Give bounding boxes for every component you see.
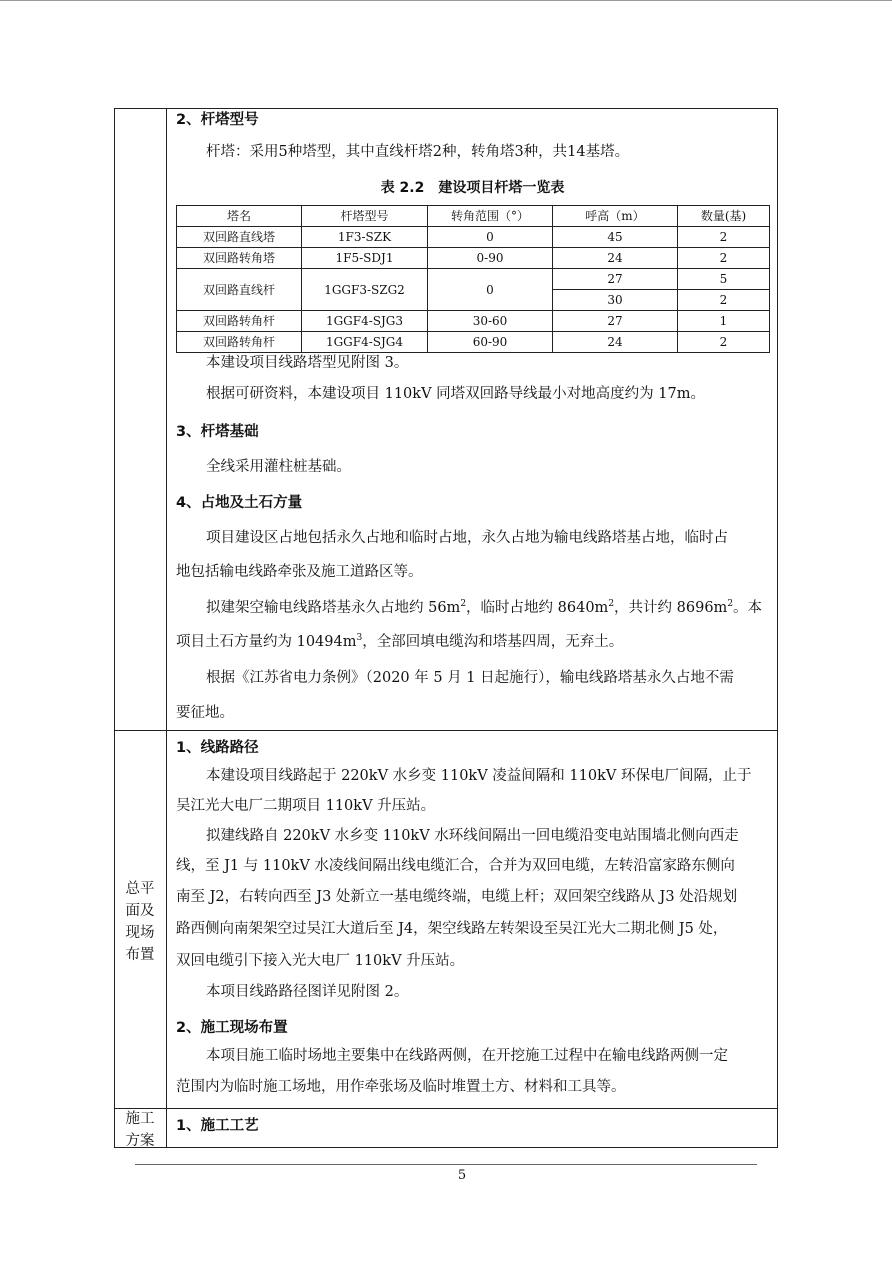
table-row — [177, 269, 770, 290]
count-cell: 2 — [678, 332, 770, 353]
angle-cell: 60-90 — [428, 332, 553, 353]
regulation-line: 要征地。 — [176, 705, 234, 721]
angle-cell: 0 — [428, 269, 553, 311]
tower-list-table — [176, 205, 770, 353]
height-cell: 24 — [553, 332, 678, 353]
header-cell: 呼高（m） — [553, 206, 678, 227]
tower-name-cell: 双回路转角塔 — [177, 248, 302, 269]
angle-cell: 0 — [428, 227, 553, 248]
tower-model-cell: 1GGF4-SJG4 — [302, 332, 428, 353]
table-header-row — [177, 206, 770, 227]
count-cell: 5 — [678, 269, 770, 290]
tower-figure-note: 本建设项目线路塔型见附图 3。 — [206, 355, 409, 371]
height-cell: 30 — [553, 290, 678, 311]
route-text-line: 拟建线路自 220kV 水乡变 110kV 水环线间隔出一回电缆沿变电站围墙北侧向西走 — [206, 828, 739, 844]
table-row — [177, 227, 770, 248]
tower-type-heading: 2、杆塔型号 — [176, 112, 259, 128]
header-cell: 塔名 — [177, 206, 302, 227]
clearance-note: 根据可研资料，本建设项目 110kV 同塔双回路导线最小对地高度约为 17m。 — [206, 386, 705, 402]
angle-cell: 30-60 — [428, 311, 553, 332]
height-cell: 24 — [553, 248, 678, 269]
land-heading: 4、占地及土石方量 — [176, 495, 303, 511]
route-text-line: 线，至 J1 与 110kV 水凌线间隔出线电缆汇合，合并为双回电缆，左转沿富家路东侧向 — [176, 858, 735, 874]
route-text-line: 本建设项目线路起于 220kV 水乡变 110kV 凌益间隔和 110kV 环保电厂间隔，止于 — [206, 768, 752, 784]
tower-model-cell: 1F5-SDJ1 — [302, 248, 428, 269]
route-heading: 1、线路路径 — [176, 740, 259, 756]
site-text-line: 本项目施工临时场地主要集中在线路两侧，在开挖施工过程中在输电线路两侧一定 — [206, 1048, 728, 1064]
count-cell: 2 — [678, 227, 770, 248]
header-cell: 杆塔型号 — [302, 206, 428, 227]
tower-model-cell: 1GGF4-SJG3 — [302, 311, 428, 332]
header-cell: 数量(基) — [678, 206, 770, 227]
tower-name-cell: 双回路转角杆 — [177, 332, 302, 353]
count-cell: 2 — [678, 290, 770, 311]
land-text-line: 地包括输电线路牵张及施工道路区等。 — [176, 564, 423, 580]
route-text-line: 双回电缆引下接入光大电厂 110kV 升压站。 — [176, 953, 465, 969]
earthwork-line: 项目土石方量约为 $10494m^3$，全部回填电缆沟和塔基四周，无弃土。 — [176, 633, 624, 650]
section-divider-1 — [114, 730, 778, 731]
table-row — [177, 248, 770, 269]
route-figure-note: 本项目线路路径图详见附图 2。 — [206, 984, 409, 1000]
table-row — [177, 311, 770, 332]
construction-section-label: 施工 方案 — [125, 1111, 155, 1149]
route-text-line: 路西侧向南架架空过吴江大道后至 J4，架空线路左转架设至吴江光大二期北侧 J5 处， — [176, 921, 728, 937]
foundation-heading: 3、杆塔基础 — [176, 424, 259, 440]
section-divider-2 — [114, 1108, 778, 1109]
page-top-rule — [0, 0, 892, 1]
count-cell: 2 — [678, 248, 770, 269]
tower-model-cell: 1F3-SZK — [302, 227, 428, 248]
count-cell: 1 — [678, 311, 770, 332]
tower-name-cell: 双回路直线塔 — [177, 227, 302, 248]
route-text-line: 吴江光大电厂二期项目 110kV 升压站。 — [176, 798, 436, 814]
process-heading: 1、施工工艺 — [176, 1118, 259, 1134]
foundation-text: 全线采用灌柱桩基础。 — [206, 459, 351, 475]
layout-section-label: 总平 面及 现场 布置 — [125, 881, 155, 963]
header-cell: 转角范围（°） — [428, 206, 553, 227]
angle-cell: 0-90 — [428, 248, 553, 269]
tower-type-text: 杆塔：采用5种塔型，其中直线杆塔2种，转角塔3种，共14基塔。 — [206, 144, 630, 160]
page-number: 5 — [457, 1168, 467, 1183]
table-caption: 表 2.2 建设项目杆塔一览表 — [380, 180, 565, 196]
label-column-divider — [166, 108, 167, 1148]
table-row — [177, 332, 770, 353]
regulation-line: 根据《江苏省电力条例》（2020 年 5 月 1 日起施行），输电线路塔基永久占地不需 — [206, 670, 734, 686]
height-cell: 45 — [553, 227, 678, 248]
footer-rule — [135, 1164, 757, 1165]
height-cell: 27 — [553, 269, 678, 290]
route-text-line: 南至 J2，右转向西至 J3 处新立一基电缆终端，电缆上杆；双回架空线路从 J3 处沿规划 — [176, 889, 738, 905]
site-heading: 2、施工现场布置 — [176, 1020, 288, 1036]
land-text-line: 项目建设区占地包括永久占地和临时占地，永久占地为输电线路塔基占地，临时占 — [206, 530, 728, 546]
land-area-line: 拟建架空输电线路塔基永久占地约 $56m^2$，临时占地约 $8640m^2$，共计约 $8696m^2$。本 — [206, 599, 763, 616]
tower-model-cell: 1GGF3-SZG2 — [302, 269, 428, 311]
tower-name-cell: 双回路转角杆 — [177, 311, 302, 332]
site-text-line: 范围内为临时施工场地，用作牵张场及临时堆置土方、材料和工具等。 — [176, 1079, 626, 1095]
height-cell: 27 — [553, 311, 678, 332]
tower-name-cell: 双回路直线杆 — [177, 269, 302, 311]
